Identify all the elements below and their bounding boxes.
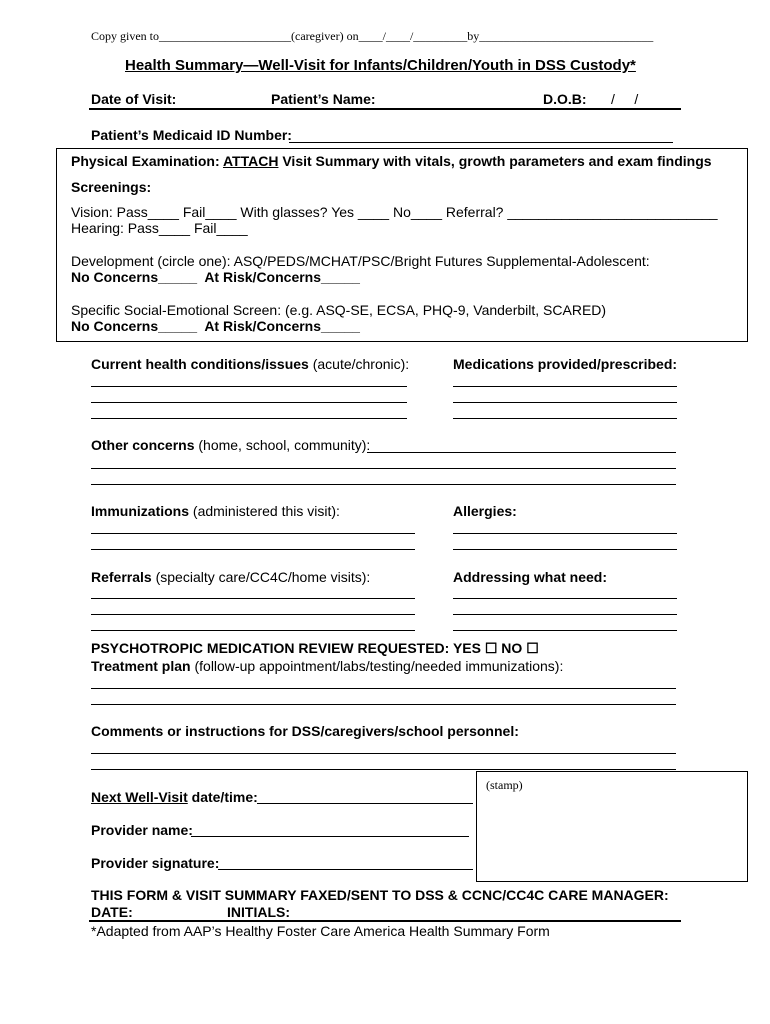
physical-exam-heading: Physical Examination: ATTACH Visit Summary with vitals, growth parameters and exam findings	[71, 153, 712, 169]
immunizations-label: Immunizations (administered this visit):	[91, 503, 340, 519]
footer-underline	[89, 920, 681, 922]
hearing-screening: Hearing: Pass____ Fail____	[71, 220, 248, 236]
referrals-line[interactable]	[91, 598, 415, 599]
development-concerns: No Concerns_____ At Risk/Concerns_____	[71, 269, 360, 285]
faxed-sent-statement: THIS FORM & VISIT SUMMARY FAXED/SENT TO DSS & CCNC/CC4C CARE MANAGER:	[91, 887, 669, 903]
medications-line[interactable]	[453, 402, 677, 403]
current-health-label: Current health conditions/issues (acute/chronic):	[91, 356, 410, 372]
footer-date-label: DATE:	[91, 904, 133, 920]
screenings-label: Screenings:	[71, 179, 152, 195]
provider-signature-label: Provider signature:	[91, 855, 220, 871]
addressing-line[interactable]	[453, 630, 677, 631]
treatment-plan-line[interactable]	[91, 688, 676, 689]
vision-screening: Vision: Pass____ Fail____ With glasses? Yes ____ No____ Referral? ___________________________	[71, 204, 718, 220]
referrals-line[interactable]	[91, 614, 415, 615]
immunizations-line[interactable]	[91, 549, 415, 550]
provider-signature-field[interactable]	[218, 869, 473, 870]
next-well-visit-field[interactable]	[257, 803, 473, 804]
addressing-line[interactable]	[453, 614, 677, 615]
comments-line[interactable]	[91, 753, 676, 754]
immunizations-line[interactable]	[91, 533, 415, 534]
provider-name-label: Provider name:	[91, 822, 193, 838]
social-emotional-screen: Specific Social-Emotional Screen: (e.g. ASQ-SE, ECSA, PHQ-9, Vanderbilt, SCARED)	[71, 302, 607, 318]
medications-line[interactable]	[453, 418, 677, 419]
medications-line[interactable]	[453, 386, 677, 387]
treatment-plan-line[interactable]	[91, 704, 676, 705]
other-concerns-label: Other concerns (home, school, community):	[91, 437, 371, 453]
top-row-underline	[89, 108, 681, 110]
dob-label: D.O.B:	[543, 91, 587, 107]
medicaid-id-field[interactable]	[289, 142, 673, 143]
allergies-label: Allergies:	[453, 503, 517, 519]
treatment-plan-label: Treatment plan (follow-up appointment/labs/testing/needed immunizations):	[91, 658, 564, 674]
current-health-line[interactable]	[91, 402, 407, 403]
addressing-need-label: Addressing what need:	[453, 569, 608, 585]
medications-label: Medications provided/prescribed:	[453, 356, 678, 372]
adapted-from-note: *Adapted from AAP’s Healthy Foster Care America Health Summary Form	[91, 923, 550, 939]
dob-slashes: / /	[611, 91, 639, 107]
comments-line[interactable]	[91, 769, 676, 770]
stamp-label: (stamp)	[486, 778, 523, 792]
provider-name-field[interactable]	[191, 836, 469, 837]
form-title: Health Summary—Well-Visit for Infants/Children/Youth in DSS Custody*	[125, 57, 636, 74]
development-screening: Development (circle one): ASQ/PEDS/MCHAT/PSC/Bright Futures Supplemental-Adolescent:	[71, 253, 650, 269]
current-health-line[interactable]	[91, 418, 407, 419]
current-health-line[interactable]	[91, 386, 407, 387]
allergies-line[interactable]	[453, 533, 677, 534]
date-of-visit-label: Date of Visit:	[91, 91, 177, 107]
psychotropic-review: PSYCHOTROPIC MEDICATION REVIEW REQUESTED: YES ☐ NO ☐	[91, 640, 539, 656]
addressing-line[interactable]	[453, 598, 677, 599]
next-well-visit-label: Next Well-Visit date/time:	[91, 789, 258, 805]
comments-label: Comments or instructions for DSS/caregivers/school personnel:	[91, 723, 519, 739]
copy-given-line: Copy given to______________________(caregiver) on____/____/_________by_____________________________	[91, 29, 654, 43]
attach-label: ATTACH	[222, 153, 279, 169]
referrals-label: Referrals (specialty care/CC4C/home visits):	[91, 569, 371, 585]
other-concerns-line[interactable]	[91, 484, 676, 485]
social-emotional-concerns: No Concerns_____ At Risk/Concerns_____	[71, 318, 360, 334]
footer-initials-label: INITIALS:	[227, 904, 290, 920]
other-concerns-line[interactable]	[367, 452, 676, 453]
allergies-line[interactable]	[453, 549, 677, 550]
referrals-line[interactable]	[91, 630, 415, 631]
patient-name-label: Patient’s Name:	[271, 91, 376, 107]
medicaid-id-label: Patient’s Medicaid ID Number:	[91, 127, 292, 143]
other-concerns-line[interactable]	[91, 468, 676, 469]
